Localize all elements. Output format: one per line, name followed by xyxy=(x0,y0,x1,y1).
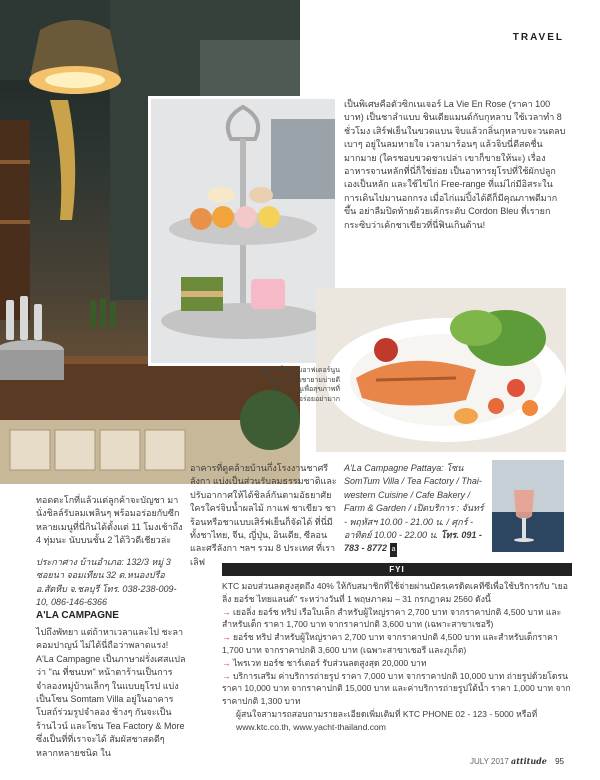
arrow-icon: → xyxy=(222,657,231,668)
fyi-outro: ผู้สนใจสามารถสอบถามรายละเอียดเพิ่มเติมที่ KTC PHONE 02 - 123 - 5000 หรือที่ www.ktc.co.th, www.yacht-thailand.com xyxy=(236,708,538,732)
fyi-item xyxy=(222,657,572,670)
photo-caption xyxy=(258,366,340,404)
venue-info xyxy=(344,462,488,557)
fyi-item-text: เยอลิ่ง ยอร์ช ทริป เรือใบเล็ก สำหรับผู้ใหญ่ราคา 2,700 บาท จากราคาปกติ 4,500 บาท และสำหรับเด็ก ราคา 1,700 บาท จากราคาปกติ 3,600 บาท (เฉพาะสาขาเชอรี) xyxy=(222,606,562,630)
caption-text-top: เซ็ตขนมอาฟเตอร์นูนใช้กับการจิบชายามบ่ายดี xyxy=(264,367,340,384)
fyi-item-text: ยอร์ช ทริป สำหรับผู้ใหญ่ราคา 2,700 บาท จากราคาปกติ 4,500 บาท และสำหรับเด็กราคา 1,700 บาท จากราคาปกติ 3,600 บาท (เฉพาะสาขาเชอรี และภูเก็ต) xyxy=(222,632,558,655)
salmon-dish-photo xyxy=(316,288,566,452)
venue-phone: โทร. 091 - 783 - 8772 xyxy=(344,530,482,554)
fyi-body xyxy=(222,580,572,734)
caption-text-right: เมนูเพื่อสุขภาพที่อร่อยอย่ามาก xyxy=(290,386,340,403)
tea-stand-illustration xyxy=(151,99,335,363)
salmon-dish-illustration xyxy=(316,288,566,452)
caption-label-top: บน : xyxy=(261,367,275,374)
page-number: 95 xyxy=(555,757,564,766)
left-body-text: ไปถึงพัทยา แต่ถ้าหาเวลาและไป ชะลา คอมปาญน์ ไม่ได้นี่ถือว่าพลาดแรง! A'La Campagne เป็นภาษาฝรั่งเศสแปลว่า "ณ ที่ชนบท" หน้าตาร้านเป็นการจำลองหมู่บ้านเล็กๆ ในแบบยุโรป แบ่งเป็นโซน Somtam Villa อยู่ในอาคารโบสถ์ร่วมรูปจำลอง ช้างๆ กันจะเป็นร้านไวน์ และโซน Tea Factory & More ซึ่งเป็นที่ที่เราจะได้ สัมผัสชาสดดีๆ หลากหลายชนิด ใน xyxy=(36,627,186,758)
section-heading: A'LA CAMPAGNE xyxy=(36,610,119,621)
section-tag: TRAVEL xyxy=(512,32,564,43)
magazine-name: attitude xyxy=(511,756,547,766)
fyi-item-text: บริการเสริม ค่าบริการถ่ายรูป ราคา 7,000 บาท จากราคาปกติ 10,000 บาท ถ่ายรูปด้วยโดรน ราคา 10,000 บาท จากราคาปกติ 15,000 บาท และค่าบริการถ่ายรูปใต้น้ำ ราคา 1,000 บาท จากราคาปกติ 1,300 บาท xyxy=(222,670,571,707)
fyi-intro: KTC มอบส่วนลดสูงสุดถึง 40% ให้กับสมาชิกที่ใช้จ่ายผ่านบัตรเครดิตเคทีซีเพื่อใช้บริการกับ "เยอลิ่ง ยอร์ช ไทยแลนด์" ระหว่างวันที่ 1 พฤษภาคม – 31 กรกฎาคม 2560 ดังนี้ xyxy=(222,581,568,604)
page-footer xyxy=(470,756,564,766)
right-top-paragraph: เป็นพิเศษคือตัวซิกเนเจอร์ La Vie En Rose (ราคา 100 บาท) เป็นชาลำแบบ ชินเดียแมนด์กับกุหลาบ ใช้เวลาทำ 8 ชั่วโมง เสิร์ฟเย็นในขวดแบน จิบแล้วกลิ่นกุหลาบจะวนตลบเบาๆ อยู่ในลมหายใจ เวลามาร้อนๆ แล้วจิบนี่ดีสดชื่นมากมาย (ใครชอบขวดชาเปล่า เขาก็ขายให้นะ) เรื่องอาหารจานหลักที่นี่ก็ใช่ย่อย เป็นอาหารยุโรปที่ใช้ผักปลูกเองเป็นหลัก และใช้ไข่ไก่ Free-range ที่แม่ไก่มีอิสระในการเดินไปมานอกกรง เมื่อไก่แม่ปิ้งได้ดีก็มีคุณภาพดีมากขึ้น อย่าลืมปิดท้ายด้วยเค้กระดับ Cordon Bleu ที่เรายกกระซิบว่าเค้กชาเขียวที่นี่ฟินเกินต้าน! xyxy=(344,99,566,230)
fyi-item xyxy=(222,670,572,708)
arrow-icon: → xyxy=(222,670,231,681)
fyi-label: FYI xyxy=(389,565,405,574)
sunset-drink-illustration xyxy=(492,460,564,552)
sunset-drink-photo xyxy=(492,460,564,552)
fyi-item-text: ไพรเวท ยอร์ช ชาร์เตอร์ รับส่วนลดสูงสุด 20,000 บาท xyxy=(232,657,427,668)
caption-label-right: ขวา : xyxy=(271,386,289,394)
venue-details: A'La Campagne Pattaya: โซน SomTum Villa / Tea Factory / Thai-western Cuisine / Cafe Bakery / Farm & Garden / เปิดบริการ : จันทร์ - พฤหัสฯ 10.00 - 21.00 น. / ศุกร์ - อาทิตย์ 10.00 - 22.00 น. xyxy=(344,463,484,541)
footer-date: JULY 2017 xyxy=(469,757,509,766)
left-address-info: ประกาศาง บ้านอำเภอ: 132/3 หมู่ 3 ซอยนา จอมเทียน 32 ต.หนองปรือ อ.สัตหีบ จ.ชลบุรี โทร. 038-238-009-10, 086-146-6366 xyxy=(36,557,177,608)
arrow-icon: → xyxy=(222,606,231,617)
arrow-icon: → xyxy=(222,632,231,643)
fyi-item xyxy=(222,631,572,657)
left-paragraph: ทอดตะโกที่แล้วแต่ลูกค้าจะบัญชา มา นั่งชิลล์รับลมเพลินๆ พร้อมอร่อยกับซีก หลายเมนูที่นี่กินได้ตั้งแต่ 11 โมงเช้าถึง 4 ทุ่มนะ นับบนชั้น 2 ได้วิวดีเชียวล่ะ xyxy=(36,495,183,546)
venue-phone-badge: a xyxy=(390,543,398,556)
fyi-item xyxy=(222,606,572,632)
center-paragraph: อาคารที่ดูคล้ายบ้านกึ่งโรงงานชาศรีลังกา แบ่งเป็นส่วนรับลมธรรมชาติและปรับอากาศให้ได้ชิลล์กันตามอัธยาศัย ใครใคร่จิบน้ำผลไม้ กาแฟ ชาเขียว ชาร้อนหรือชาแบบเสิร์ฟเย็นก็จัดได้ ที่นี่มีทั้งชาไทย, จีน, ญี่ปุ่น, อินเดีย, ซีลอนและศรีลังกา ฯลฯ รวม 8 ประเทศ ที่เราเลิฟ xyxy=(190,463,337,567)
afternoon-tea-photo xyxy=(148,96,338,366)
